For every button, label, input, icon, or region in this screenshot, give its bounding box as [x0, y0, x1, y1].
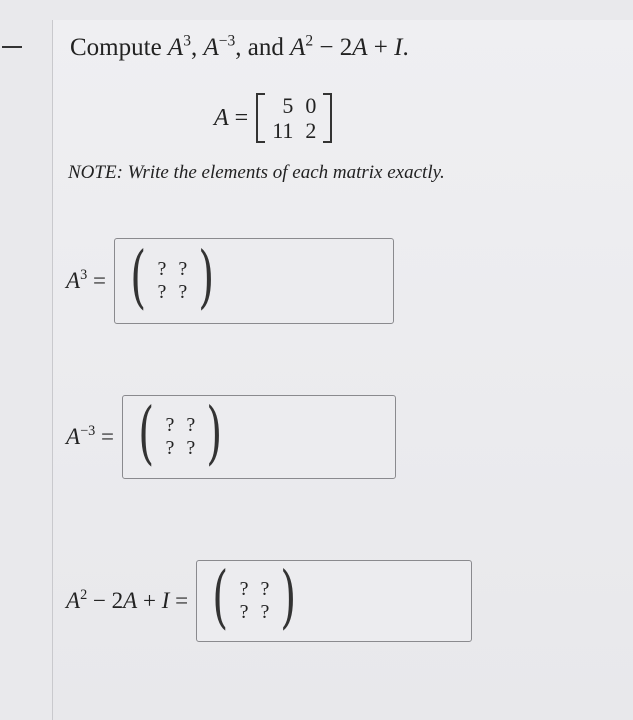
problem-statement: Compute $A^3$, $A^{-3}$, and $A^2 - 2A + I$. [70, 32, 409, 61]
right-paren-icon: ) [206, 394, 223, 473]
matrix-a-cell: 11 [272, 118, 294, 143]
matrix-entry-input[interactable]: ? [239, 601, 249, 623]
matrix-entry-input[interactable]: ? [165, 414, 175, 436]
answer-row-a-inverse-cubed [66, 395, 396, 479]
matrix-a-cell: 0 [305, 93, 317, 118]
matrix-entry-input[interactable]: ? [239, 578, 249, 600]
matrix-entry-input[interactable]: ? [186, 437, 196, 459]
answer-input-a-inverse-cubed[interactable] [122, 395, 396, 479]
matrix-entry-input[interactable]: ? [260, 578, 270, 600]
matrix-entry-input[interactable]: ? [260, 601, 270, 623]
answer-input-a-cubed[interactable] [114, 238, 394, 324]
answer-label: $A^2 - 2A + I$ = [66, 587, 189, 613]
matrix-entry-input[interactable]: ? [157, 258, 167, 280]
matrix-a-cell: 5 [282, 93, 294, 118]
matrix-variable: A [214, 104, 229, 131]
matrix-definition [214, 90, 332, 146]
answer-label: $A^{-3}$ = [66, 423, 114, 449]
left-paren-icon: ( [138, 394, 155, 473]
matrix-entry-input[interactable]: ? [178, 258, 188, 280]
matrix-entry-input[interactable]: ? [178, 281, 188, 303]
answer-row-polynomial [66, 560, 472, 642]
answer-matrix[interactable] [133, 394, 228, 473]
right-paren-icon: ) [198, 238, 215, 317]
instruction-note: NOTE: Write the elements of each matrix exactly. [68, 162, 445, 183]
equals-sign: = [234, 104, 249, 131]
matrix-a-cell: 2 [305, 118, 317, 143]
answer-matrix[interactable] [125, 238, 220, 317]
matrix-entry-input[interactable]: ? [186, 414, 196, 436]
answer-input-polynomial[interactable] [196, 560, 472, 642]
answer-label: $A^3$ = [66, 267, 106, 293]
matrix-a [256, 93, 332, 143]
matrix-entry-input[interactable]: ? [157, 281, 167, 303]
matrix-entry-input[interactable]: ? [165, 437, 175, 459]
answer-matrix[interactable] [207, 558, 302, 637]
answer-row-a-cubed [66, 238, 394, 324]
right-paren-icon: ) [280, 558, 297, 637]
left-paren-icon: ( [212, 558, 229, 637]
margin-dash [2, 46, 22, 48]
left-paren-icon: ( [130, 238, 147, 317]
